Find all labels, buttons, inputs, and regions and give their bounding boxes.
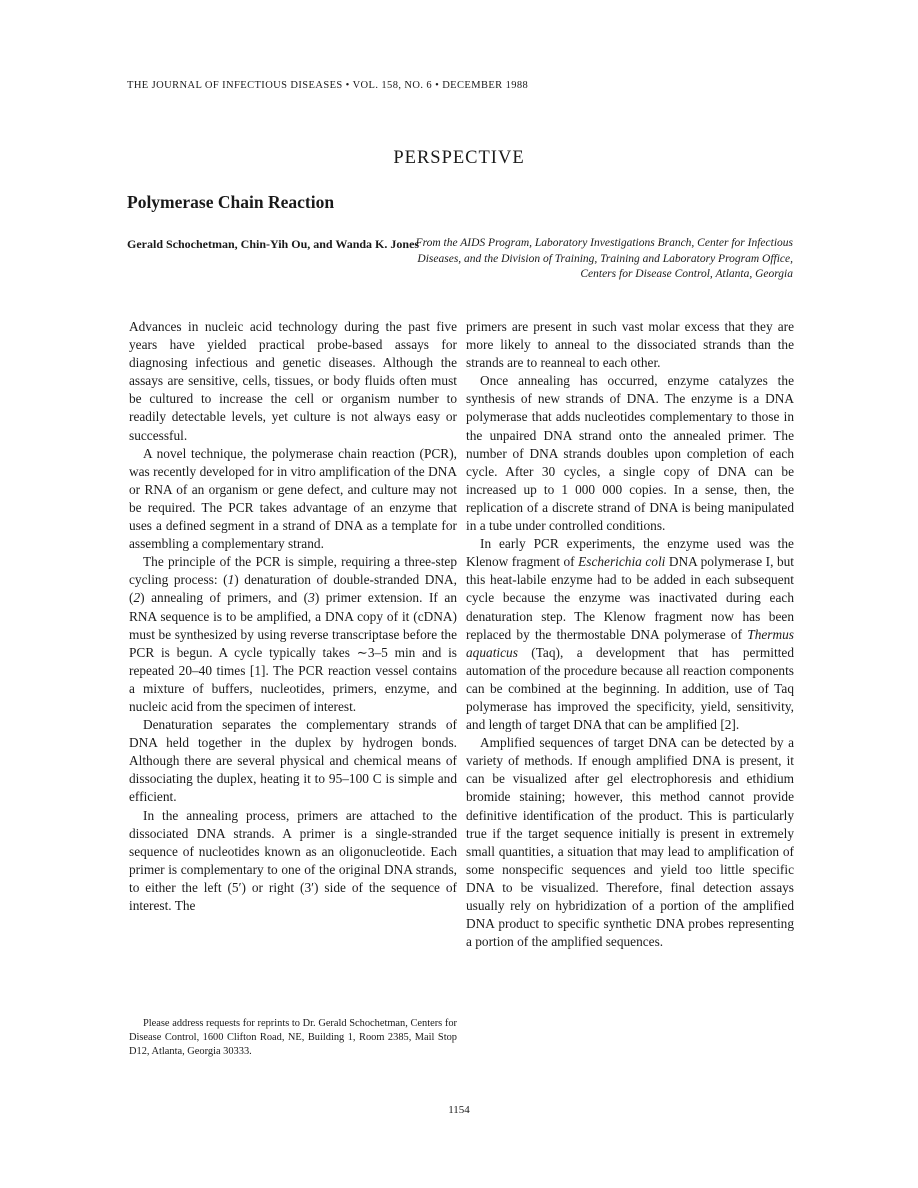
author-list: Gerald Schochetman, Chin-Yih Ou, and Wanda K. Jones: [127, 237, 420, 251]
paragraph-detection: Amplified sequences of target DNA can be detected by a variety of methods. If enough amplified DNA is present, it can be visualized after gel electrophoresis and ethidium bromide staining; however, this method cannot provide definitive identification of the product. This is particularly true if the target sequence initially is present in extremely small quantities, a situation that may lead to amplification of some nonspecific sequences and yield too little specific DNA to be visualized. Therefore, final detection assays usually rely on hybridization of a portion of the amplified DNA product to specific synthetic DNA probes representing a portion of the amplified sequences.: [466, 735, 794, 950]
section-heading: PERSPECTIVE: [393, 148, 525, 168]
right-column: [466, 318, 794, 951]
step-number: 3: [308, 590, 315, 606]
paragraph-primer-excess: primers are present in such vast molar excess that they are more likely to anneal to the dissociated strands than the strands are to reanneal to each other.: [466, 319, 794, 371]
page-number: 1154: [448, 1104, 470, 1116]
reprint-footnote: [129, 1017, 457, 1059]
paragraph-enzyme: In early PCR experiments, the enzyme used was the Klenow fragment of Escherichia coli DNA polymerase I, but this heat-labile enzyme had to be added in each subsequent cycle because the enzyme was inactivated during each denaturation step. The Klenow fragment now has been replaced by the thermostable DNA polymerase of Thermus aquaticus (Taq), a development that has permitted automation of the procedure because all reaction components can be combined at the beginning. In addition, use of Taq polymerase has improved the specificity, yield, sensitivity, and length of target DNA that can be amplified [2].: [466, 536, 794, 733]
paragraph-intro: Advances in nucleic acid technology during the past five years have yielded practical probe-based assays for diagnosing infectious and genetic diseases. Although the assays are sensitive, cells, tissues, or body fluids often must be cultured to increase the cell or organism number to readily detectable levels, yet culture is not always easy or successful.: [129, 319, 457, 443]
journal-header: THE JOURNAL OF INFECTIOUS DISEASES • VOL. 158, NO. 6 • DECEMBER 1988: [127, 80, 529, 91]
step-number: 2: [133, 590, 141, 606]
paragraph-denaturation: Denaturation separates the complementary strands of DNA held together in the duplex by hydrogen bonds. Although there are several physical and chemical means of dissociating the duplex, heating it to 95–100 C is simple and efficient.: [129, 717, 457, 805]
step-number: 1: [227, 572, 235, 588]
paragraph-annealing: In the annealing process, primers are attached to the dissociated DNA strands. A primer is a single-stranded sequence of nucleotides known as an oligonucleotide. Each primer is complementary to one of the original DNA strands, to either the left (5′) or right (3′) side of the sequence of interest. The: [129, 807, 457, 913]
species-name: Escherichia coli: [578, 554, 666, 570]
paragraph-pcr-technique: A novel technique, the polymerase chain reaction (PCR), was recently developed for in vitro amplification of the DNA or RNA of an organism or gene defect, and culture may not be required. The PCR takes advantage of an enzyme that uses a defined segment in a strand of DNA as a template for assembling a complementary strand.: [129, 445, 457, 552]
author-affiliation: From the AIDS Program, Laboratory Investigations Branch, Center for Infectious Diseases, and the Division of Training, Training and Laboratory Program Office, Centers for Disease Control, Atlanta, Georgia: [415, 237, 793, 280]
paragraph-extension: Once annealing has occurred, enzyme catalyzes the synthesis of new strands of DNA. The enzyme is a DNA polymerase that adds nucleotides complementary to those in the unpaired DNA strand onto the annealed primer. The number of DNA strands doubles upon completion of each cycle. After 30 cycles, a single copy of DNA can be increased up to 1 000 000 copies. In a sense, then, the replication of a discrete strand of DNA is being manipulated in a tube under controlled conditions.: [466, 373, 794, 534]
left-column: [129, 318, 457, 915]
footnote-text: Please address requests for reprints to Dr. Gerald Schochetman, Centers for Disease Control, 1600 Clifton Road, NE, Building 1, Room 2385, Mail Stop D12, Atlanta, Georgia 30333.: [129, 1018, 457, 1057]
article-title: Polymerase Chain Reaction: [127, 192, 335, 212]
species-name: Thermus aquaticus: [466, 626, 794, 660]
paragraph-pcr-principle: The principle of the PCR is simple, requiring a three-step cycling process: (1) denaturation of double-stranded DNA, (2) annealing of primers, and (3) primer extension. If an RNA sequence is to be amplified, a DNA copy of it (cDNA) must be synthesized by using reverse transcriptase before the PCR is begun. A cycle typically takes ∼3–5 min and is repeated 20–40 times [1]. The PCR reaction vessel contains a mixture of buffers, nucleotides, primers, enzyme, and nucleic acid from the specimen of interest.: [129, 554, 457, 714]
